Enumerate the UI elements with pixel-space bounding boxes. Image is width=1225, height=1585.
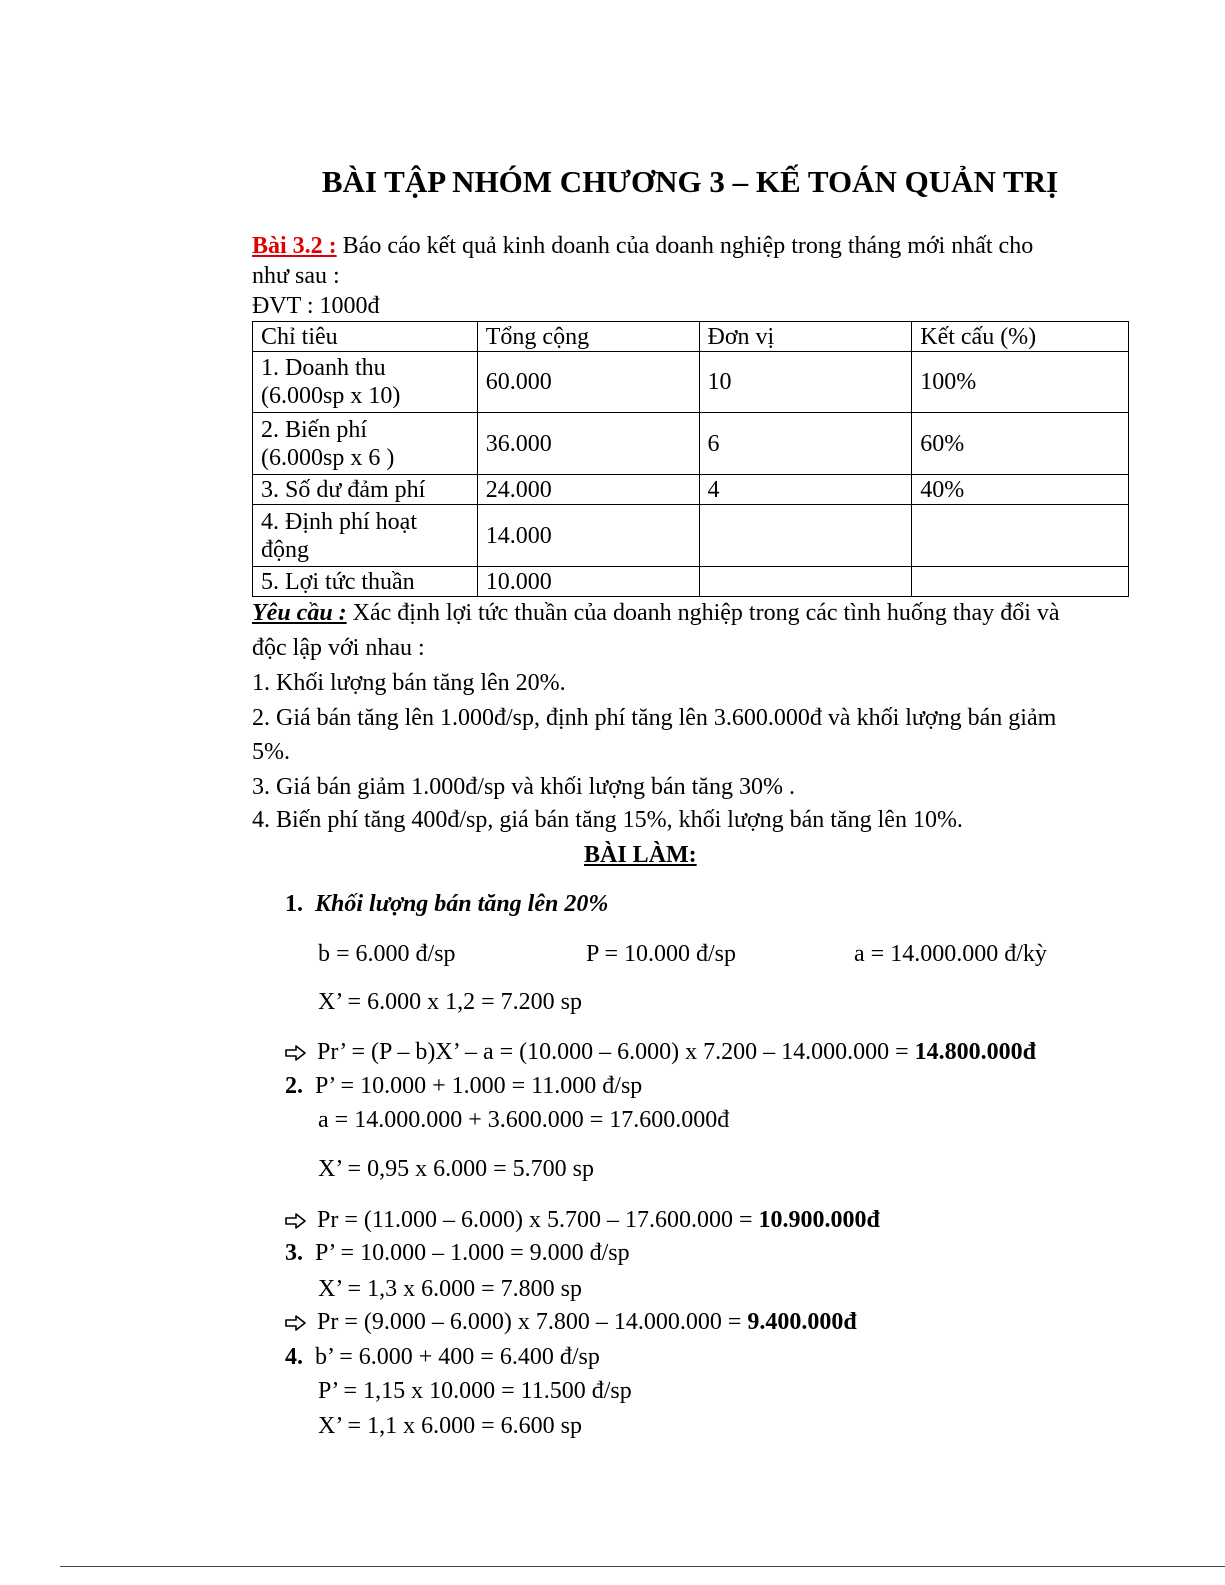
- ratio-cell: 40%: [912, 475, 1129, 505]
- total-cell: 14.000: [477, 505, 699, 567]
- requirement-item: 1. Khối lượng bán tăng lên 20%.: [252, 670, 566, 696]
- result-value: 14.800.000đ: [914, 1039, 1037, 1065]
- problem-label: Bài 3.2 :: [252, 233, 337, 259]
- solution-4-b-text: b’ = 6.000 + 400 = 6.400 đ/sp: [315, 1344, 600, 1370]
- unit-cell: [699, 567, 912, 597]
- solution-heading: BÀI LÀM:: [584, 842, 697, 868]
- unit-note: ĐVT : 1000đ: [252, 293, 380, 319]
- ratio-cell: 100%: [912, 352, 1129, 413]
- page-title: BÀI TẬP NHÓM CHƯƠNG 3 – KẾ TOÁN QUẢN TRỊ: [321, 164, 1059, 199]
- solution-4-b: [285, 1342, 600, 1372]
- solution-1-result: [285, 1037, 1036, 1067]
- solution-2-a: a = 14.000.000 + 3.600.000 = 17.600.000đ: [318, 1107, 730, 1133]
- unit-cell: 10: [699, 352, 912, 413]
- table-row: [253, 505, 1129, 567]
- right-arrow-icon: [285, 1315, 307, 1331]
- solution-2-result: [285, 1205, 880, 1235]
- item-cell: 5. Lợi tức thuần: [253, 567, 478, 597]
- solution-4-p: P’ = 1,15 x 10.000 = 11.500 đ/sp: [318, 1378, 632, 1404]
- requirement-line2: độc lập với nhau :: [252, 635, 425, 661]
- total-cell: 24.000: [477, 475, 699, 505]
- table-row: [253, 567, 1129, 597]
- unit-cell: 6: [699, 413, 912, 475]
- header-cell: Kết cấu (%): [912, 322, 1129, 352]
- requirement-item: 2. Giá bán tăng lên 1.000đ/sp, định phí tăng lên 3.600.000đ và khối lượng bán giảm: [252, 705, 1057, 731]
- solution-1-heading: [285, 889, 608, 919]
- table-row: [253, 413, 1129, 475]
- solution-number: 3.: [285, 1240, 303, 1266]
- solution-1-title: Khối lượng bán tăng lên 20%: [315, 891, 609, 917]
- solution-1-b: b = 6.000 đ/sp: [318, 941, 456, 967]
- solution-number: 1.: [285, 891, 303, 917]
- item-line: 1. Doanh thu: [261, 355, 386, 381]
- income-statement-table: [252, 321, 1129, 597]
- page-bottom-rule: [60, 1566, 1225, 1567]
- ratio-cell: 60%: [912, 413, 1129, 475]
- item-cell: [253, 352, 478, 413]
- solution-4-x: X’ = 1,1 x 6.000 = 6.600 sp: [318, 1413, 582, 1439]
- ratio-cell: [912, 505, 1129, 567]
- table-header-row: [253, 322, 1129, 352]
- requirement-item: 4. Biến phí tăng 400đ/sp, giá bán tăng 15%, khối lượng bán tăng lên 10%.: [252, 807, 963, 833]
- requirement-item: 5%.: [252, 739, 290, 765]
- table-row: [253, 352, 1129, 413]
- solution-number: 2.: [285, 1073, 303, 1099]
- item-line: 2. Biến phí: [261, 416, 367, 443]
- solution-1-a: a = 14.000.000 đ/kỳ: [854, 941, 1047, 967]
- result-value: 9.400.000đ: [747, 1309, 857, 1335]
- header-cell: Chỉ tiêu: [253, 322, 478, 352]
- solution-1-p: P = 10.000 đ/sp: [586, 941, 736, 967]
- item-line: 4. Định phí hoạt: [261, 508, 417, 535]
- item-cell: [253, 413, 478, 475]
- solution-2-p: [285, 1071, 642, 1101]
- requirement-item: 3. Giá bán giảm 1.000đ/sp và khối lượng bán tăng 30% .: [252, 774, 795, 800]
- item-cell: [253, 505, 478, 567]
- right-arrow-icon: [285, 1213, 307, 1229]
- requirement-label: Yêu cầu :: [252, 600, 347, 626]
- result-formula: Pr = (9.000 – 6.000) x 7.800 – 14.000.000 =: [317, 1309, 748, 1335]
- item-line: (6.000sp x 6 ): [261, 444, 395, 471]
- result-formula: Pr’ = (P – b)X’ – a = (10.000 – 6.000) x 7.200 – 14.000.000 =: [317, 1039, 915, 1065]
- unit-cell: [699, 505, 912, 567]
- problem-intro-line2: như sau :: [252, 263, 340, 289]
- total-cell: 60.000: [477, 352, 699, 413]
- problem-intro-text: Báo cáo kết quả kinh doanh của doanh nghiệp trong tháng mới nhất cho: [336, 233, 1034, 259]
- ratio-cell: [912, 567, 1129, 597]
- total-cell: 36.000: [477, 413, 699, 475]
- header-cell: Tổng cộng: [477, 322, 699, 352]
- table-row: [253, 475, 1129, 505]
- unit-cell: 4: [699, 475, 912, 505]
- solution-1-x: X’ = 6.000 x 1,2 = 7.200 sp: [318, 989, 582, 1015]
- result-value: 10.900.000đ: [758, 1207, 880, 1233]
- solution-3-p-text: P’ = 10.000 – 1.000 = 9.000 đ/sp: [315, 1240, 630, 1266]
- item-cell: 3. Số dư đảm phí: [253, 475, 478, 505]
- solution-3-p: [285, 1238, 630, 1268]
- requirement-text: Xác định lợi tức thuần của doanh nghiệp trong các tình huống thay đổi và: [346, 600, 1060, 626]
- solution-3-x: X’ = 1,3 x 6.000 = 7.800 sp: [318, 1276, 582, 1302]
- solution-number: 4.: [285, 1344, 303, 1370]
- item-line: động: [261, 536, 309, 563]
- requirement-intro: [252, 598, 1060, 628]
- solution-2-p-text: P’ = 10.000 + 1.000 = 11.000 đ/sp: [315, 1073, 643, 1099]
- solution-3-result: [285, 1307, 857, 1337]
- right-arrow-icon: [285, 1045, 307, 1061]
- problem-intro: [252, 231, 1033, 261]
- header-cell: Đơn vị: [699, 322, 912, 352]
- result-formula: Pr = (11.000 – 6.000) x 5.700 – 17.600.000 =: [317, 1207, 759, 1233]
- item-line: (6.000sp x 10): [261, 383, 401, 409]
- solution-2-x: X’ = 0,95 x 6.000 = 5.700 sp: [318, 1156, 594, 1182]
- total-cell: 10.000: [477, 567, 699, 597]
